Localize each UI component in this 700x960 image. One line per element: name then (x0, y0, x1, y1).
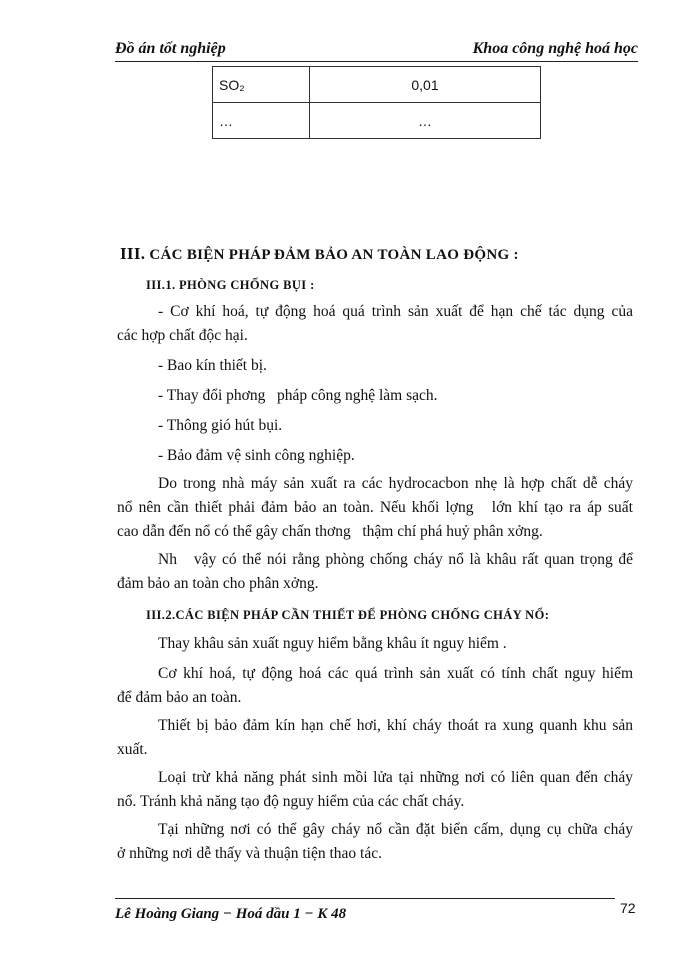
sub2-p4-line2: nổ. Tránh khả năng tạo độ nguy hiểm của các chất cháy. (117, 793, 465, 810)
footer-author: Lê Hoàng Giang − Hoá dầu 1 − K 48 (115, 906, 347, 922)
sub1-item1-line1: - Cơ khí hoá, tự động hoá quá trình sản xuất để hạn chế tác dụng của (158, 303, 633, 320)
sub1-item4: - Thông gió hút bụi. (158, 417, 283, 434)
header-left: Đồ án tốt nghiệp (115, 40, 226, 57)
section-title: CÁC BIỆN PHÁP ĐẢM BẢO AN TOÀN LAO ĐỘNG : (149, 247, 519, 263)
sub1-para1-line1: Do trong nhà máy sản xuất ra các hydrocacbon nhẹ là hợp chất dễ cháy (158, 475, 633, 492)
emission-table (212, 66, 541, 139)
header-rule (115, 61, 638, 62)
sub2-p5-line1: Tại những nơi có thể gây cháy nổ cần đặt biển cấm, dụng cụ chữa cháy (158, 821, 633, 838)
sub1-para1-line3: cao dẫn đến nổ có thể gây chấn thơng thậm chí phá huỷ phân xởng. (117, 523, 543, 540)
table-row (213, 103, 541, 139)
sub2-p4-line1: Loại trừ khả năng phát sinh mồi lửa tại những nơi có liên quan đến cháy (158, 769, 633, 786)
table-cell-name: … (213, 103, 310, 139)
sub2-p3-line2: xuất. (117, 741, 148, 758)
footer-rule (115, 898, 615, 899)
sub1-para1-line2: nổ nên cần thiết phải đảm bảo an toàn. Nếu khối lợng lớn khí tạo ra áp suất (117, 499, 633, 516)
subsection-2-title: III.2.CÁC BIỆN PHÁP CẦN THIẾT ĐỂ PHÒNG CHỐNG CHÁY NỔ: (146, 608, 550, 622)
page-number: 72 (620, 900, 636, 916)
header-right: Khoa công nghệ hoá học (472, 40, 638, 57)
sub1-item2: - Bao kín thiết bị. (158, 357, 267, 374)
table-cell-value: 0,01 (310, 67, 541, 103)
subsection-1-title: III.1. PHÒNG CHỐNG BỤI : (146, 278, 315, 292)
sub1-item3: - Thay đổi phơng pháp công nghệ làm sạch. (158, 387, 438, 404)
sub1-item1-line2: các hợp chất độc hại. (117, 327, 248, 344)
section-number: III. (120, 244, 146, 263)
sub2-p3-line1: Thiết bị bảo đảm kín hạn chế hơi, khí cháy thoát ra xung quanh khu sản (158, 717, 633, 734)
sub2-p2-line1: Cơ khí hoá, tự động hoá các quá trình sản xuất có tính chất nguy hiểm (158, 665, 633, 682)
sub1-para2-line2: đảm bảo an toàn cho phân xởng. (117, 575, 319, 592)
table-row (213, 67, 541, 103)
sub1-para2-line1: Nh vậy có thể nói rằng phòng chống cháy nổ là khâu rất quan trọng để (158, 551, 633, 568)
sub2-p2-line2: để đảm bảo an toàn. (117, 689, 242, 706)
section-heading (120, 244, 519, 264)
sub2-p1: Thay khâu sản xuất nguy hiểm bằng khâu ít nguy hiểm . (158, 635, 507, 652)
table-cell-name: SO₂ (213, 67, 310, 103)
sub2-p5-line2: ở những nơi dễ thấy và thuận tiện thao tác. (117, 845, 382, 862)
table-cell-value: … (310, 103, 541, 139)
sub1-item5: - Bảo đảm vệ sinh công nghiệp. (158, 447, 355, 464)
